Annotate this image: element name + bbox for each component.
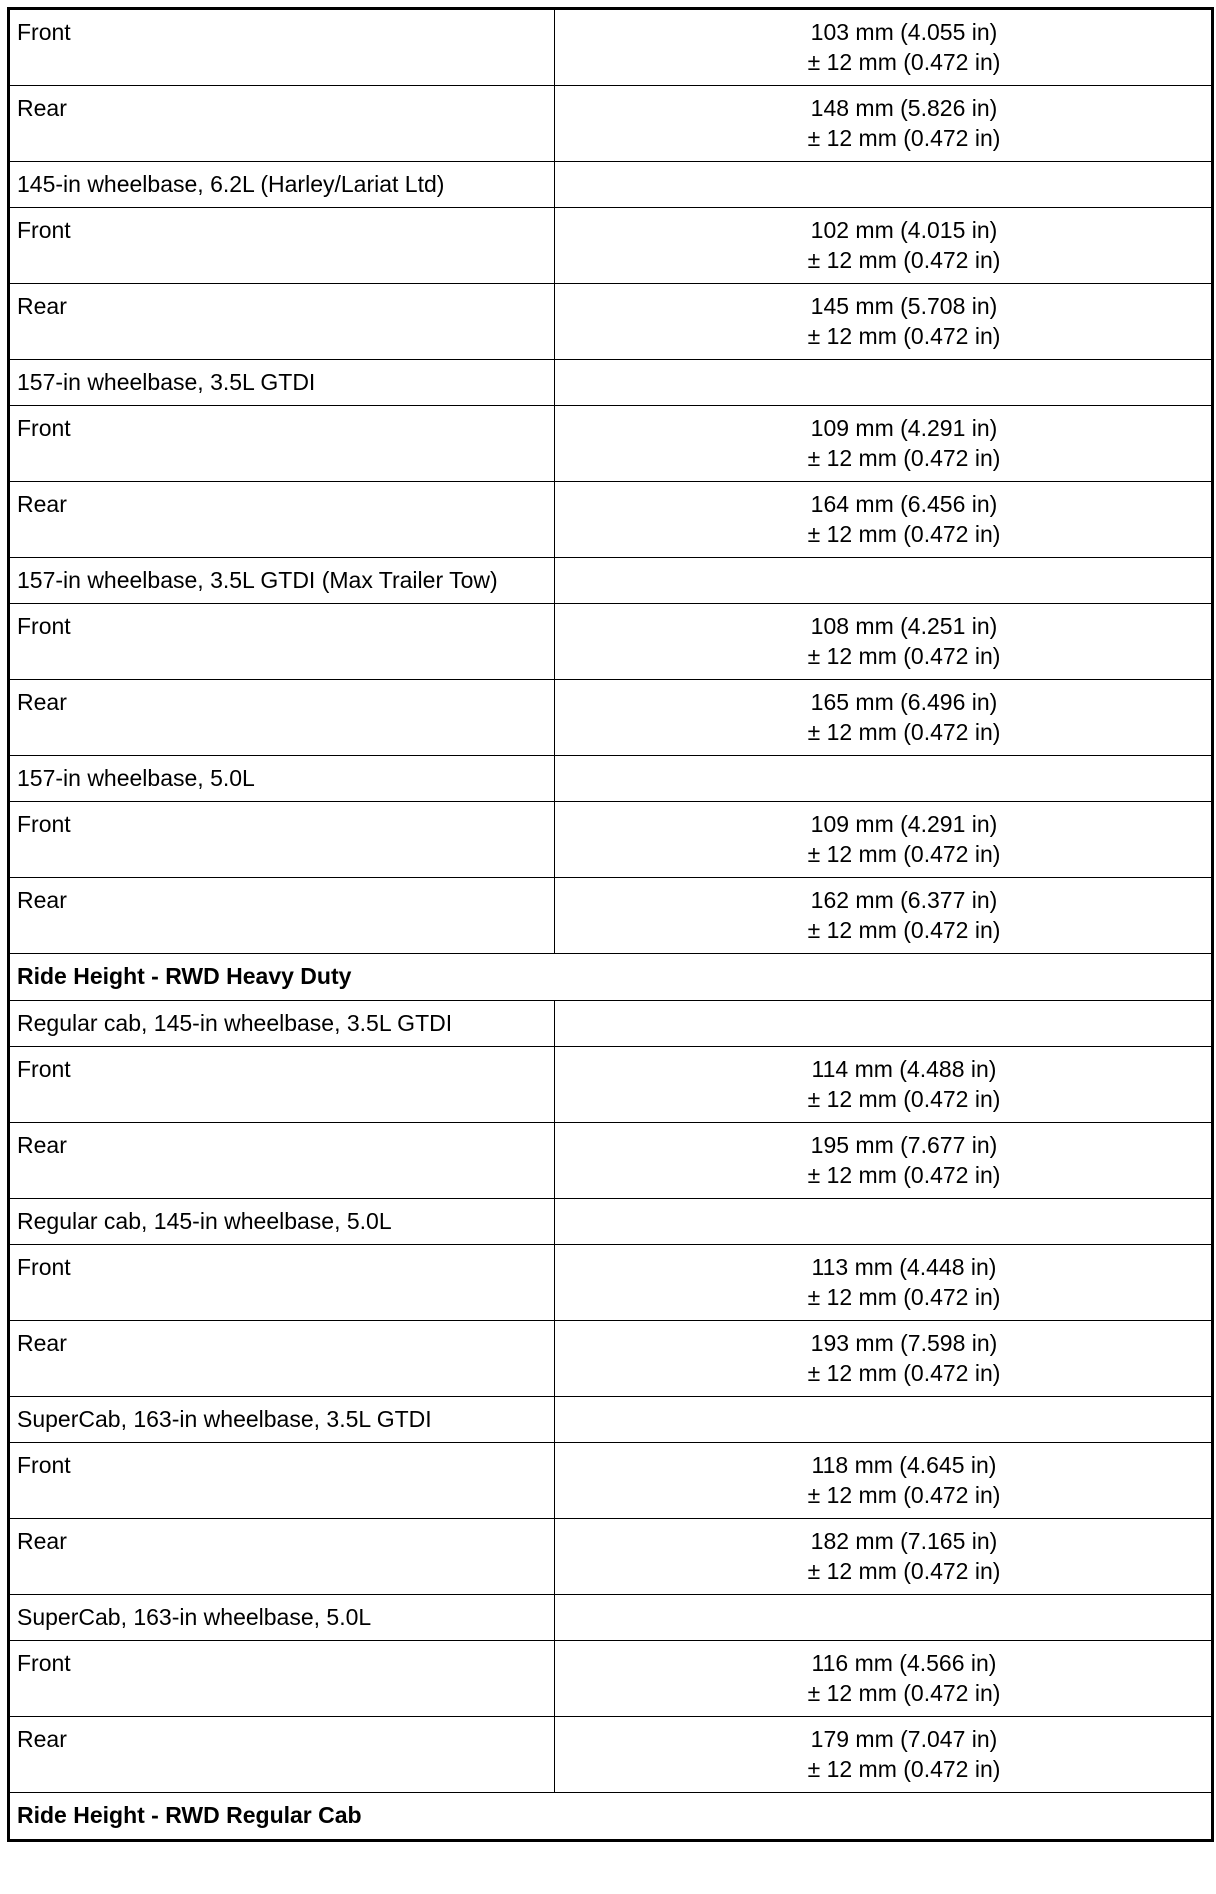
spec-label: Front <box>17 19 71 45</box>
spec-value-tolerance: ± 12 mm (0.472 in) <box>807 1360 1001 1386</box>
spec-group-empty-cell <box>555 1595 1213 1641</box>
spec-value-cell <box>555 802 1213 878</box>
spec-value-primary: 179 mm (7.047 in) <box>810 1726 998 1752</box>
spec-value-primary: 102 mm (4.015 in) <box>810 217 998 243</box>
spec-value-tolerance: ± 12 mm (0.472 in) <box>807 521 1001 547</box>
spec-value-row <box>9 1321 1213 1397</box>
spec-value-row <box>9 1245 1213 1321</box>
spec-group-label-cell <box>9 756 555 802</box>
spec-label: Rear <box>17 689 67 715</box>
spec-label-cell <box>9 604 555 680</box>
spec-value-primary: 114 mm (4.488 in) <box>811 1056 997 1082</box>
spec-label-cell <box>9 802 555 878</box>
spec-section-cell <box>9 1793 1213 1841</box>
spec-value-tolerance: ± 12 mm (0.472 in) <box>807 445 1001 471</box>
spec-label: Front <box>17 1650 71 1676</box>
spec-value-row <box>9 878 1213 954</box>
spec-group-label-cell <box>9 1595 555 1641</box>
spec-value-tolerance: ± 12 mm (0.472 in) <box>807 643 1001 669</box>
spec-label-cell <box>9 86 555 162</box>
spec-label: Rear <box>17 1528 67 1554</box>
spec-value-tolerance: ± 12 mm (0.472 in) <box>807 1284 1001 1310</box>
spec-group-empty-cell <box>555 756 1213 802</box>
spec-value-primary: 182 mm (7.165 in) <box>810 1528 998 1554</box>
spec-group-label: 157-in wheelbase, 3.5L GTDI <box>17 369 316 395</box>
spec-label: Front <box>17 811 71 837</box>
spec-group-label: SuperCab, 163-in wheelbase, 3.5L GTDI <box>17 1406 432 1432</box>
spec-label-cell <box>9 9 555 86</box>
spec-value-tolerance: ± 12 mm (0.472 in) <box>807 1558 1001 1584</box>
spec-label: Rear <box>17 293 67 319</box>
spec-value-row <box>9 208 1213 284</box>
spec-value-cell <box>555 1443 1213 1519</box>
spec-label: Front <box>17 1056 71 1082</box>
spec-group-row <box>9 756 1213 802</box>
spec-label-cell <box>9 1443 555 1519</box>
spec-group-row <box>9 1595 1213 1641</box>
spec-label-cell <box>9 1321 555 1397</box>
spec-group-label-cell <box>9 162 555 208</box>
spec-value-primary: 103 mm (4.055 in) <box>810 19 998 45</box>
spec-value-primary: 145 mm (5.708 in) <box>810 293 998 319</box>
spec-value-primary: 109 mm (4.291 in) <box>810 811 998 837</box>
spec-label: Rear <box>17 887 67 913</box>
spec-group-row <box>9 1397 1213 1443</box>
spec-group-label-cell <box>9 1397 555 1443</box>
spec-group-empty-cell <box>555 1397 1213 1443</box>
spec-value-primary: 118 mm (4.645 in) <box>811 1452 997 1478</box>
spec-value-primary: 148 mm (5.826 in) <box>810 95 998 121</box>
spec-value-row <box>9 86 1213 162</box>
spec-value-tolerance: ± 12 mm (0.472 in) <box>807 1680 1001 1706</box>
spec-value-row <box>9 1047 1213 1123</box>
spec-value-cell <box>555 604 1213 680</box>
spec-value-tolerance: ± 12 mm (0.472 in) <box>807 247 1001 273</box>
spec-value-cell <box>555 406 1213 482</box>
spec-value-row <box>9 406 1213 482</box>
spec-label-cell <box>9 680 555 756</box>
spec-group-row <box>9 558 1213 604</box>
spec-group-label-cell <box>9 1001 555 1047</box>
spec-label: Rear <box>17 1726 67 1752</box>
spec-label: Front <box>17 1254 71 1280</box>
spec-value-row <box>9 284 1213 360</box>
spec-group-label-cell <box>9 360 555 406</box>
spec-value-cell <box>555 878 1213 954</box>
spec-value-tolerance: ± 12 mm (0.472 in) <box>807 917 1001 943</box>
spec-section-heading: Ride Height - RWD Regular Cab <box>17 1802 362 1828</box>
spec-value-cell <box>555 1717 1213 1793</box>
ride-height-spec-table <box>7 7 1214 1842</box>
spec-label-cell <box>9 1519 555 1595</box>
spec-group-label-cell <box>9 558 555 604</box>
spec-section-row <box>9 1793 1213 1841</box>
spec-value-cell <box>555 1123 1213 1199</box>
spec-label-cell <box>9 482 555 558</box>
spec-value-tolerance: ± 12 mm (0.472 in) <box>807 719 1001 745</box>
spec-value-cell <box>555 208 1213 284</box>
spec-value-tolerance: ± 12 mm (0.472 in) <box>807 1756 1001 1782</box>
spec-value-row <box>9 1123 1213 1199</box>
spec-group-label-cell <box>9 1199 555 1245</box>
spec-group-empty-cell <box>555 1001 1213 1047</box>
spec-group-row <box>9 1001 1213 1047</box>
spec-value-row <box>9 802 1213 878</box>
spec-table-body <box>9 9 1213 1841</box>
spec-label: Front <box>17 415 71 441</box>
spec-value-cell <box>555 1245 1213 1321</box>
spec-group-label: Regular cab, 145-in wheelbase, 5.0L <box>17 1208 392 1234</box>
spec-label: Rear <box>17 1132 67 1158</box>
spec-value-row <box>9 9 1213 86</box>
spec-label: Front <box>17 613 71 639</box>
spec-group-row <box>9 360 1213 406</box>
spec-value-primary: 162 mm (6.377 in) <box>810 887 998 913</box>
spec-label-cell <box>9 406 555 482</box>
spec-value-tolerance: ± 12 mm (0.472 in) <box>807 125 1001 151</box>
spec-value-cell <box>555 680 1213 756</box>
spec-group-empty-cell <box>555 1199 1213 1245</box>
spec-section-heading: Ride Height - RWD Heavy Duty <box>17 963 352 989</box>
spec-label-cell <box>9 1641 555 1717</box>
spec-value-cell <box>555 86 1213 162</box>
spec-label-cell <box>9 1245 555 1321</box>
spec-value-tolerance: ± 12 mm (0.472 in) <box>807 323 1001 349</box>
spec-value-cell <box>555 1519 1213 1595</box>
spec-group-empty-cell <box>555 162 1213 208</box>
spec-value-tolerance: ± 12 mm (0.472 in) <box>807 841 1001 867</box>
spec-value-row <box>9 1641 1213 1717</box>
spec-label: Rear <box>17 95 67 121</box>
spec-value-primary: 113 mm (4.448 in) <box>811 1254 997 1280</box>
spec-label-cell <box>9 1047 555 1123</box>
spec-label: Rear <box>17 1330 67 1356</box>
spec-section-cell <box>9 954 1213 1001</box>
spec-value-cell <box>555 1321 1213 1397</box>
spec-value-cell <box>555 1047 1213 1123</box>
spec-value-row <box>9 482 1213 558</box>
spec-value-row <box>9 604 1213 680</box>
spec-value-primary: 109 mm (4.291 in) <box>810 415 998 441</box>
spec-label: Front <box>17 217 71 243</box>
spec-label-cell <box>9 284 555 360</box>
spec-section-row <box>9 954 1213 1001</box>
spec-value-primary: 116 mm (4.566 in) <box>811 1650 997 1676</box>
spec-value-cell <box>555 9 1213 86</box>
spec-value-row <box>9 1443 1213 1519</box>
spec-label: Front <box>17 1452 71 1478</box>
spec-value-primary: 195 mm (7.677 in) <box>810 1132 998 1158</box>
spec-value-row <box>9 1519 1213 1595</box>
spec-label-cell <box>9 878 555 954</box>
spec-value-tolerance: ± 12 mm (0.472 in) <box>807 49 1001 75</box>
spec-group-label: SuperCab, 163-in wheelbase, 5.0L <box>17 1604 372 1630</box>
spec-label: Rear <box>17 491 67 517</box>
spec-group-empty-cell <box>555 558 1213 604</box>
spec-value-tolerance: ± 12 mm (0.472 in) <box>807 1162 1001 1188</box>
spec-value-primary: 193 mm (7.598 in) <box>810 1330 998 1356</box>
spec-value-tolerance: ± 12 mm (0.472 in) <box>807 1086 1001 1112</box>
spec-group-row <box>9 162 1213 208</box>
spec-value-row <box>9 1717 1213 1793</box>
spec-group-label: 157-in wheelbase, 3.5L GTDI (Max Trailer Tow) <box>17 567 498 593</box>
spec-value-cell <box>555 284 1213 360</box>
spec-value-cell <box>555 1641 1213 1717</box>
spec-value-tolerance: ± 12 mm (0.472 in) <box>807 1482 1001 1508</box>
spec-group-row <box>9 1199 1213 1245</box>
spec-value-cell <box>555 482 1213 558</box>
spec-value-primary: 108 mm (4.251 in) <box>810 613 998 639</box>
spec-value-primary: 164 mm (6.456 in) <box>810 491 998 517</box>
spec-label-cell <box>9 208 555 284</box>
spec-group-label: 157-in wheelbase, 5.0L <box>17 765 255 791</box>
spec-group-empty-cell <box>555 360 1213 406</box>
spec-group-label: Regular cab, 145-in wheelbase, 3.5L GTDI <box>17 1010 453 1036</box>
spec-label-cell <box>9 1717 555 1793</box>
spec-value-primary: 165 mm (6.496 in) <box>810 689 998 715</box>
spec-label-cell <box>9 1123 555 1199</box>
spec-value-row <box>9 680 1213 756</box>
spec-group-label: 145-in wheelbase, 6.2L (Harley/Lariat Ltd) <box>17 171 445 197</box>
